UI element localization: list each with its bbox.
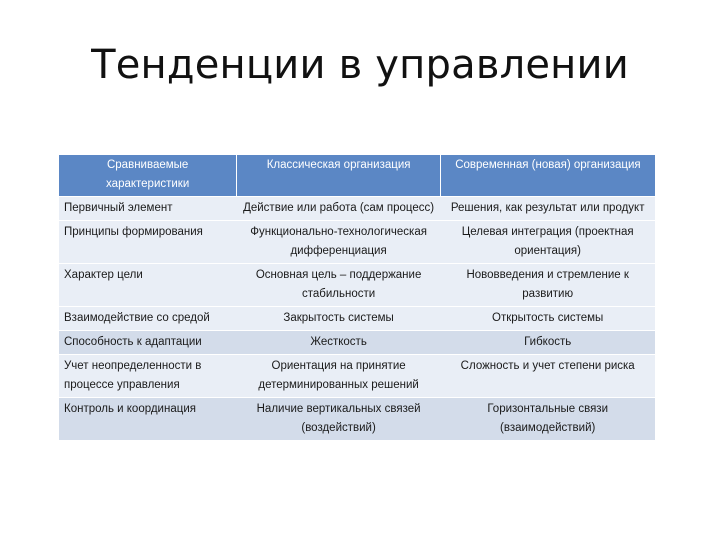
slide-title: Тенденции в управлении <box>91 42 629 88</box>
row-modern-value: Открытость системы <box>440 307 655 331</box>
table-row <box>59 331 655 355</box>
header-modern-organization: Современная (новая) организация <box>440 155 655 197</box>
row-characteristic: Учет неопределенности в процессе управления <box>59 355 237 398</box>
table-row <box>59 197 655 221</box>
table-row <box>59 221 655 264</box>
row-classic-value: Действие или работа (сам процесс) <box>237 197 441 221</box>
row-characteristic: Первичный элемент <box>59 197 237 221</box>
comparison-table <box>59 155 655 440</box>
row-modern-value: Целевая интеграция (проектная ориентация) <box>440 221 655 264</box>
row-modern-value: Решения, как результат или продукт <box>440 197 655 221</box>
header-classic-organization: Классическая организация <box>237 155 441 197</box>
table-row <box>59 355 655 398</box>
table-row <box>59 264 655 307</box>
table-row <box>59 398 655 441</box>
row-modern-value: Горизонтальные связи (взаимодействий) <box>440 398 655 441</box>
row-modern-value: Гибкость <box>440 331 655 355</box>
row-classic-value: Ориентация на принятие детерминированных решений <box>237 355 441 398</box>
table-row <box>59 307 655 331</box>
row-characteristic: Способность к адаптации <box>59 331 237 355</box>
row-modern-value: Нововведения и стремление к развитию <box>440 264 655 307</box>
row-classic-value: Основная цель – поддержание стабильности <box>237 264 441 307</box>
row-characteristic: Характер цели <box>59 264 237 307</box>
header-characteristics: Сравниваемые характеристики <box>59 155 237 197</box>
row-modern-value: Сложность и учет степени риска <box>440 355 655 398</box>
row-classic-value: Закрытость системы <box>237 307 441 331</box>
row-characteristic: Контроль и координация <box>59 398 237 441</box>
table-header-row <box>59 155 655 197</box>
row-characteristic: Принципы формирования <box>59 221 237 264</box>
row-classic-value: Жесткость <box>237 331 441 355</box>
row-classic-value: Наличие вертикальных связей (воздействий) <box>237 398 441 441</box>
row-characteristic: Взаимодействие со средой <box>59 307 237 331</box>
row-classic-value: Функционально-технологическая дифференциация <box>237 221 441 264</box>
